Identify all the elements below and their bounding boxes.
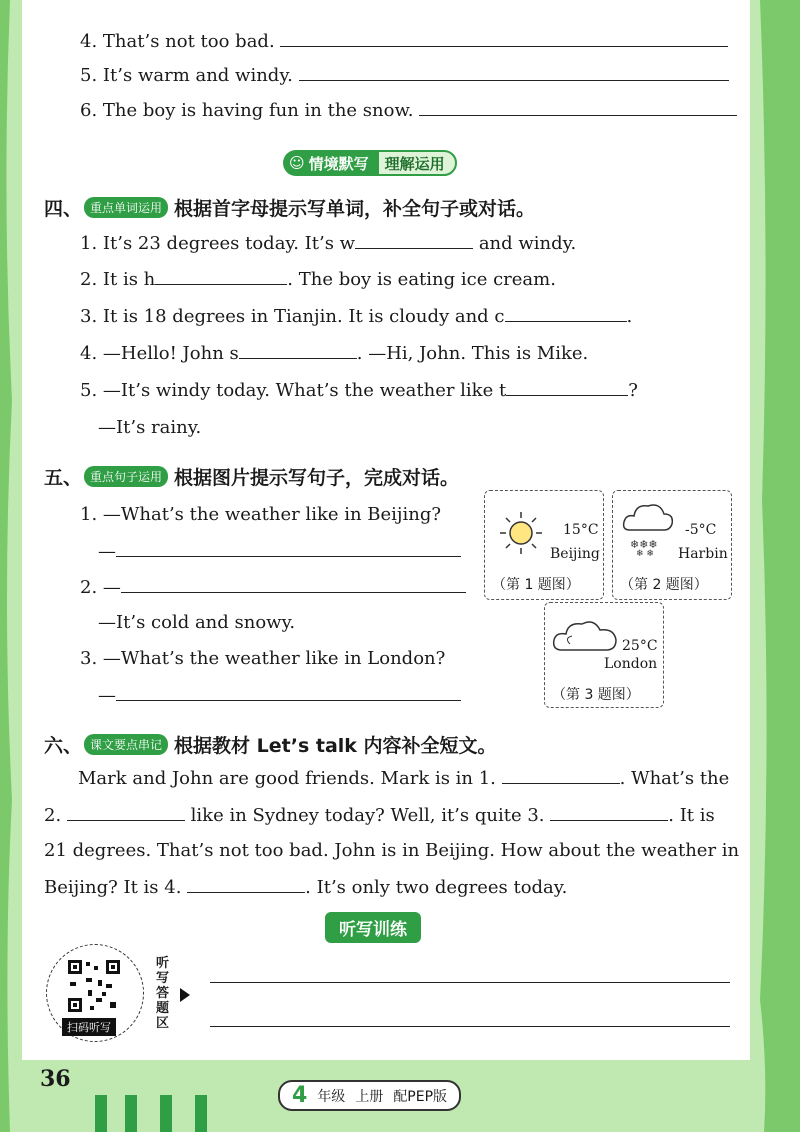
qr-label: 扫码听写 <box>62 1018 116 1036</box>
picture-3-caption: （第 3 题图） <box>552 687 640 703</box>
top-item-5: 5. It’s warm and windy. <box>80 64 729 86</box>
section-4-title: 四、 重点单词运用 根据首字母提示写单词，补全句子或对话。 <box>44 198 536 220</box>
top-item-6: 6. The boy is having fun in the snow. <box>80 99 737 121</box>
section-5-tag: 重点句子运用 <box>84 466 168 487</box>
s5-a1: — <box>98 540 461 562</box>
section-4-tag: 重点单词运用 <box>84 197 168 218</box>
s4-item-2: 2. It is h . The boy is eating ice cream. <box>80 269 556 290</box>
answer-blank[interactable] <box>280 30 728 47</box>
answer-blank[interactable] <box>67 804 185 821</box>
top-item-4: 4. That’s not too bad. <box>80 30 728 52</box>
answer-blank[interactable] <box>505 305 627 322</box>
s6-line-1: Mark and John are good friends. Mark is in 1. . What’s the <box>78 768 730 789</box>
sun-icon <box>496 508 546 558</box>
s5-q2: 2. — <box>80 576 466 598</box>
section-6-title: 六、 课文要点串记 根据教材 Let’s talk 内容补全短文。 <box>44 735 497 757</box>
s4-item-3: 3. It is 18 degrees in Tianjin. It is cloudy and c . <box>80 306 633 327</box>
s6-line-2: 2. like in Sydney today? Well, it’s quite 3. . It is <box>44 805 715 826</box>
answer-blank[interactable] <box>116 684 461 701</box>
snow-cloud-icon <box>620 496 676 556</box>
dictation-line-2[interactable] <box>210 1026 730 1027</box>
section-header-pill: ☺ 情境默写 理解运用 <box>283 150 457 176</box>
s4-item-1: 1. It’s 23 degrees today. It’s w and windy. <box>80 233 577 254</box>
s6-line-4: Beijing? It is 4. . It’s only two degrees today. <box>44 877 568 898</box>
answer-area-label: 听写答题区 <box>156 956 170 1031</box>
picture-3-city: London <box>604 656 658 672</box>
answer-blank[interactable] <box>299 64 729 81</box>
listening-title: 听写训练 <box>325 912 421 943</box>
ribbon-icon: ☺ <box>289 154 305 172</box>
answer-blank[interactable] <box>550 804 668 821</box>
section-5-title: 五、 重点句子运用 根据图片提示写句子，完成对话。 <box>44 467 460 489</box>
grade-badge: 4 年级 上册 配PEP版 <box>278 1080 461 1111</box>
arrow-icon <box>180 988 190 1002</box>
s5-a3: — <box>98 684 461 706</box>
dictation-line-1[interactable] <box>210 982 730 983</box>
s5-a2: —It’s cold and snowy. <box>98 612 296 633</box>
s5-q1: 1. —What’s the weather like in Beijing? <box>80 504 442 525</box>
svg-text:❄ ❄: ❄ ❄ <box>636 549 654 556</box>
page-number: 36 <box>40 1066 71 1092</box>
picture-3-temp: 25°C <box>622 638 658 654</box>
svg-text:❄❄❄: ❄❄❄ <box>630 538 658 551</box>
answer-blank[interactable] <box>116 540 461 557</box>
answer-blank[interactable] <box>239 342 357 359</box>
s4-item-5: 5. —It’s windy today. What’s the weather like t ? <box>80 380 638 401</box>
answer-blank[interactable] <box>355 232 473 249</box>
s4-item-4: 4. —Hello! John s . —Hi, John. This is Mike. <box>80 343 589 364</box>
s4-extra: —It’s rainy. <box>98 417 202 438</box>
picture-1-city: Beijing <box>550 546 600 562</box>
picture-1-caption: （第 1 题图） <box>492 577 580 593</box>
answer-blank[interactable] <box>155 268 287 285</box>
answer-blank[interactable] <box>187 876 305 893</box>
picture-2-city: Harbin <box>678 546 728 562</box>
answer-blank[interactable] <box>121 576 466 593</box>
answer-blank[interactable] <box>502 767 620 784</box>
cloud-icon <box>550 612 622 658</box>
picture-2-temp: -5°C <box>685 522 717 538</box>
picture-1-temp: 15°C <box>563 522 599 538</box>
answer-blank[interactable] <box>419 99 737 116</box>
picture-2-caption: （第 2 题图） <box>620 577 708 593</box>
qr-code-icon[interactable] <box>66 958 122 1014</box>
answer-blank[interactable] <box>506 379 628 396</box>
s6-line-3: 21 degrees. That’s not too bad. John is in Beijing. How about the weather in <box>44 840 740 861</box>
section-6-tag: 课文要点串记 <box>84 734 168 755</box>
s5-q3: 3. —What’s the weather like in London? <box>80 648 446 669</box>
